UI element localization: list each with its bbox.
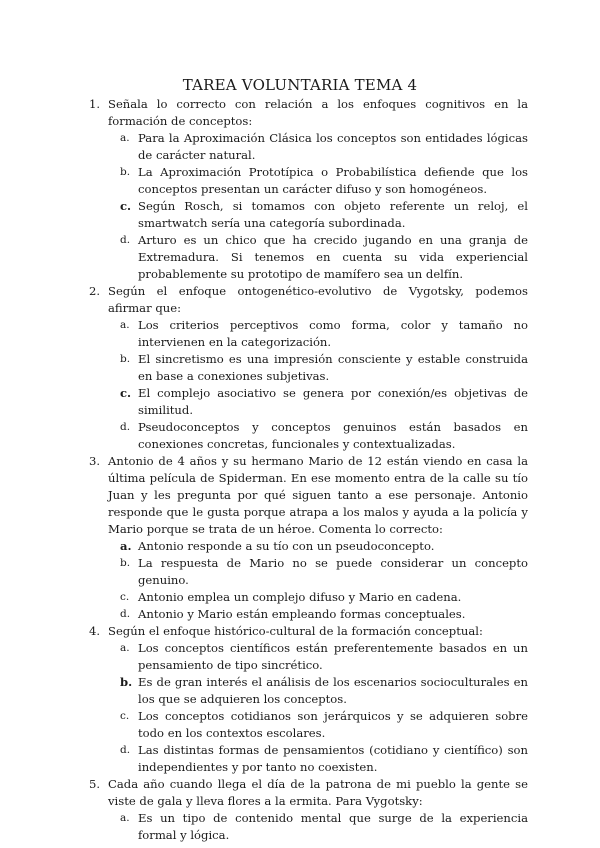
question-number: 3.: [89, 454, 101, 468]
option-b: [108, 555, 528, 589]
option-d: [108, 419, 528, 453]
option-list: [108, 538, 528, 623]
question-number: 1.: [89, 97, 101, 111]
option-c: [108, 385, 528, 419]
option-list: [108, 317, 528, 453]
option-letter: a.: [120, 812, 130, 824]
option-text: La respuesta de Mario no se puede considerar un concepto genuino.: [138, 556, 528, 587]
option-c: [108, 198, 528, 232]
option-text: Los criterios perceptivos como forma, color y tamaño no intervienen en la categorización.: [138, 318, 528, 349]
question-text: Señala lo correcto con relación a los enfoques cognitivos en la formación de conceptos:: [108, 97, 528, 128]
option-letter: a.: [120, 132, 130, 144]
option-d: [108, 606, 528, 623]
question-number: 5.: [89, 777, 101, 791]
option-text: Antonio responde a su tío con un pseudoconcepto.: [138, 539, 435, 553]
option-text: Es de gran interés el análisis de los escenarios socioculturales en los que se adquieren los conceptos.: [138, 675, 528, 706]
option-letter: c.: [120, 591, 130, 603]
option-letter: c.: [120, 710, 130, 722]
question-text: Según el enfoque ontogenético-evolutivo de Vygotsky, podemos afirmar que:: [108, 284, 528, 315]
option-d: [108, 742, 528, 776]
option-b: [108, 164, 528, 198]
option-letter: d.: [120, 744, 131, 756]
option-list: [108, 130, 528, 283]
option-text: Para la Aproximación Clásica los conceptos son entidades lógicas de carácter natural.: [138, 131, 528, 162]
option-text: Antonio y Mario están empleando formas conceptuales.: [138, 607, 466, 621]
option-letter-marked: c.: [120, 386, 132, 400]
option-a: [108, 130, 528, 164]
option-letter: b.: [120, 166, 131, 178]
option-text: El sincretismo es una impresión consciente y estable construida en base a conexiones subjetivas.: [138, 352, 528, 383]
option-text: Los conceptos cotidianos son jerárquicos y se adquieren sobre todo en los contextos escolares.: [138, 709, 528, 740]
question-text: Cada año cuando llega el día de la patrona de mi pueblo la gente se viste de gala y lleva flores a la ermita. Para Vygotsky:: [108, 777, 528, 808]
option-letter-marked: c.: [120, 199, 132, 213]
option-b: [108, 351, 528, 385]
question-3: [90, 453, 528, 623]
option-c: [108, 708, 528, 742]
option-letter: b.: [120, 557, 131, 569]
option-c: [108, 589, 528, 606]
option-list: [108, 810, 528, 844]
option-a: [108, 538, 528, 555]
option-letter: d.: [120, 608, 131, 620]
question-1: [90, 96, 528, 283]
question-number: 4.: [89, 624, 101, 638]
option-letter: d.: [120, 421, 131, 433]
option-list: [108, 640, 528, 776]
page-title: TAREA VOLUNTARIA TEMA 4: [182, 76, 418, 94]
question-2: [90, 283, 528, 453]
option-letter: a.: [120, 319, 130, 331]
option-text: Según Rosch, si tomamos con objeto referente un reloj, el smartwatch sería una categoría subordinada.: [138, 199, 528, 230]
option-text: El complejo asociativo se genera por conexión/es objetivas de similitud.: [138, 386, 528, 417]
option-letter: b.: [120, 353, 131, 365]
question-4: [90, 623, 528, 776]
question-text: Antonio de 4 años y su hermano Mario de 12 están viendo en casa la última película de Spiderman. En ese momento entra de la calle su tío Juan y les pregunta por qué siguen tanto a ese personaje. Antonio responde que le gusta porque atrapa a los malos y ayuda a la policía y Mario porque se trata de un héroe. Comenta lo correcto:: [108, 454, 528, 536]
option-text: Es un tipo de contenido mental que surge de la experiencia formal y lógica.: [138, 811, 528, 842]
question-list: [90, 96, 528, 844]
question-5: [90, 776, 528, 844]
option-letter: a.: [120, 642, 130, 654]
option-text: La Aproximación Prototípica o Probabilística defiende que los conceptos presentan un carácter difuso y son homogéneos.: [138, 165, 528, 196]
option-text: Los conceptos científicos están preferentemente basados en un pensamiento de tipo sincrético.: [138, 641, 528, 672]
option-text: Arturo es un chico que ha crecido jugando en una granja de Extremadura. Si tenemos en cuenta su vida experiencial probablemente su prototipo de mamífero sea un delfín.: [138, 233, 528, 281]
option-letter-marked: b.: [120, 675, 133, 689]
question-text: Según el enfoque histórico-cultural de la formación conceptual:: [108, 624, 483, 638]
question-number: 2.: [89, 284, 101, 298]
option-text: Antonio emplea un complejo difuso y Mario en cadena.: [138, 590, 462, 604]
option-letter-marked: a.: [120, 539, 132, 553]
option-d: [108, 232, 528, 283]
option-a: [108, 810, 528, 844]
option-text: Pseudoconceptos y conceptos genuinos están basados en conexiones concretas, funcionales y contextualizadas.: [138, 420, 528, 451]
option-text: Las distintas formas de pensamientos (cotidiano y científico) son independientes y por tanto no coexisten.: [138, 743, 528, 774]
option-b: [108, 674, 528, 708]
option-a: [108, 317, 528, 351]
option-letter: d.: [120, 234, 131, 246]
option-a: [108, 640, 528, 674]
